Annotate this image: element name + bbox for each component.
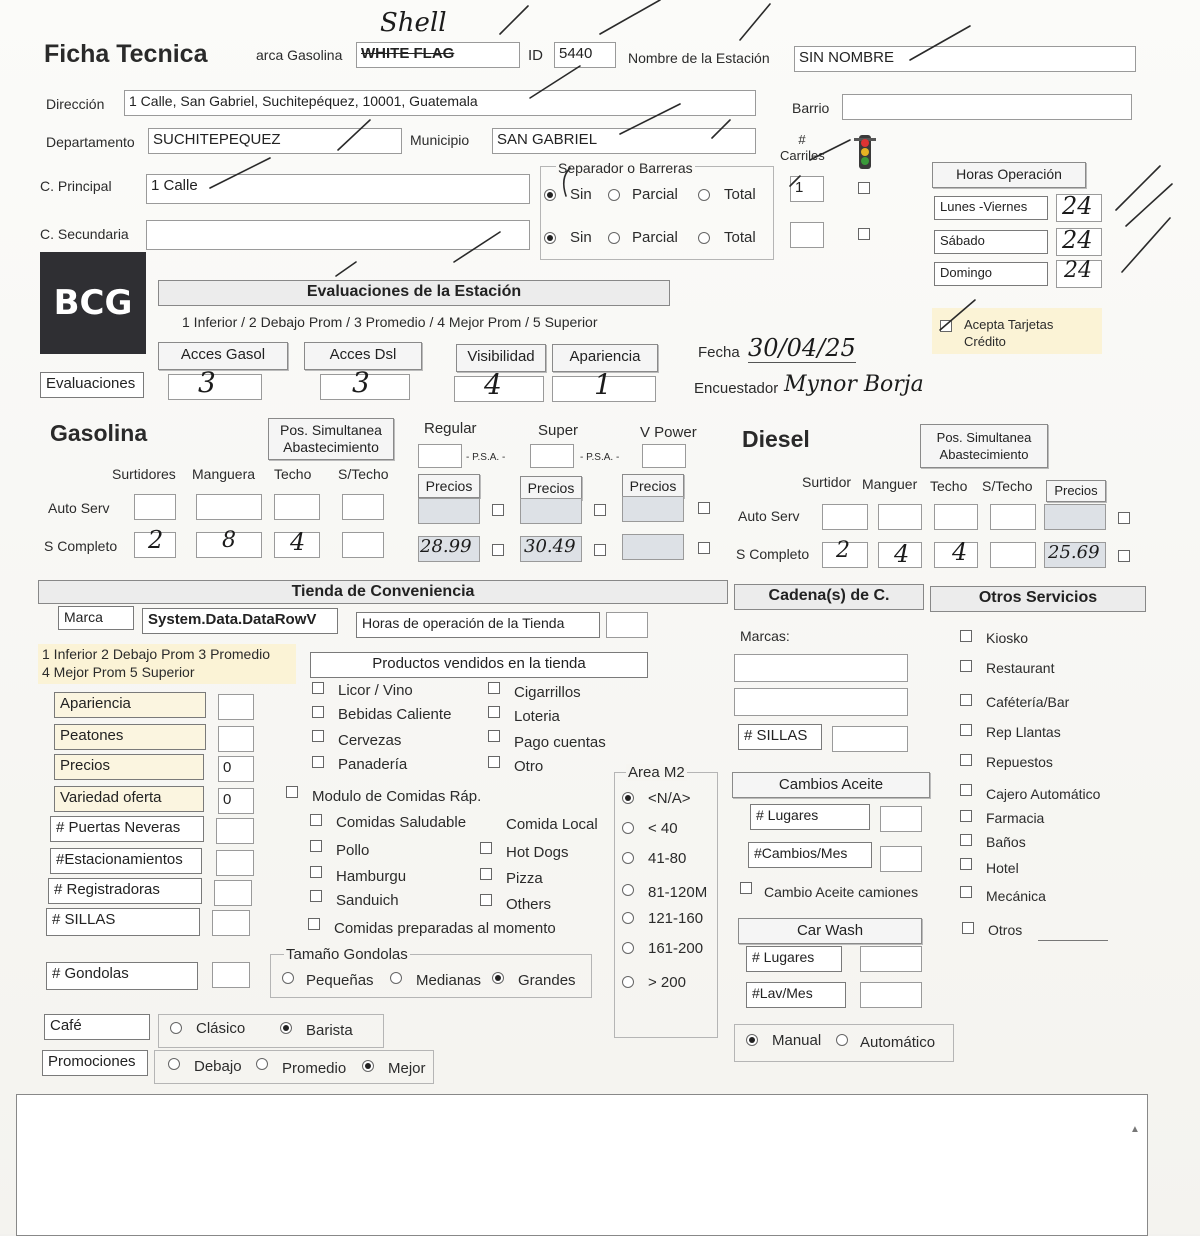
tienda-sillas-label: # SILLAS: [46, 908, 200, 936]
sep1-sin-label: Sin: [570, 186, 592, 203]
acces-dsl-header: Acces Dsl: [304, 342, 422, 370]
cafe-label: Café: [44, 1014, 150, 1040]
preparadas-label: Comidas preparadas al momento: [334, 920, 556, 937]
tienda-horas-label: Horas de operación de la Tienda: [356, 612, 600, 638]
tienda-gondolas-label: # Gondolas: [46, 962, 198, 990]
tienda-precios-field[interactable]: 0: [218, 756, 254, 782]
sanduich-label: Sanduich: [336, 892, 399, 909]
cigarrillos-label: Cigarrillos: [514, 684, 581, 701]
nombre-estacion-field[interactable]: SIN NOMBRE: [794, 46, 1136, 72]
direccion-label: Dirección: [46, 96, 105, 112]
evaluaciones-row-label: Evaluaciones: [40, 372, 144, 398]
diesel-sc-manguer-value: 4: [894, 540, 910, 568]
visibilidad-value: 4: [484, 368, 502, 401]
carriles-label: # Carriles: [780, 132, 825, 163]
gondola-grandes-label: Grandes: [518, 972, 576, 989]
calle-principal-field[interactable]: 1 Calle: [146, 174, 530, 204]
acces-gasol-header: Acces Gasol: [158, 342, 288, 370]
productos-header: Productos vendidos en la tienda: [310, 652, 648, 678]
tienda-apariencia-label: Apariencia: [54, 692, 206, 718]
rep-llantas-label: Rep Llantas: [986, 724, 1061, 740]
diesel-auto-serv-label: Auto Serv: [738, 508, 800, 524]
acces-dsl-value: 3: [352, 366, 370, 399]
diesel-title: Diesel: [742, 426, 810, 452]
super-precios-header: Precios: [520, 476, 582, 500]
sabado-label: Sábado: [934, 230, 1048, 254]
scroll-up-icon[interactable]: ▲: [1130, 1124, 1140, 1135]
hamburgu-label: Hamburgu: [336, 868, 407, 885]
diesel-pos-simultanea: Pos. Simultanea Abastecimiento: [920, 424, 1048, 468]
tienda-variedad-field[interactable]: 0: [218, 788, 254, 814]
sabado-value: 24: [1062, 226, 1093, 254]
diesel-sc-precio-value: 25.69: [1048, 542, 1100, 563]
others-label: Others: [506, 896, 552, 913]
cadenas-header: Cadena(s) de C.: [734, 584, 924, 610]
bcg-logo: BCG: [40, 252, 146, 354]
sep2-parcial-label: Parcial: [632, 229, 678, 246]
cajero-label: Cajero Automático: [986, 786, 1101, 802]
cambios-lugares-label: # Lugares: [750, 804, 870, 830]
modulo-label: Modulo de Comidas Ráp.: [312, 788, 482, 805]
diesel-sc-techo-value: 4: [952, 538, 968, 566]
otro-label: Otro: [514, 758, 544, 775]
panaderia-label: Panadería: [338, 756, 408, 773]
repuestos-label: Repuestos: [986, 754, 1053, 770]
hot-dogs-label: Hot Dogs: [506, 844, 569, 861]
saludable-label: Comidas Saludable: [336, 814, 467, 831]
pago-label: Pago cuentas: [514, 734, 606, 751]
promo-promedio-label: Promedio: [282, 1060, 347, 1077]
super-label: Super: [538, 422, 579, 439]
fecha-value[interactable]: 30/04/25: [748, 334, 856, 362]
sep2-sin-label: Sin: [570, 229, 592, 246]
carwash-automatico-label: Automático: [860, 1034, 936, 1051]
cadenas-sillas-label: # SILLAS: [738, 724, 822, 750]
sep1-total-label: Total: [724, 186, 756, 203]
id-label: ID: [528, 47, 543, 64]
loteria-label: Loteria: [514, 708, 560, 725]
cafeteria-label: Cafétería/Bar: [986, 694, 1070, 710]
cafe-clasico-label: Clásico: [196, 1020, 246, 1037]
vpower-precios-header: Precios: [622, 474, 684, 498]
diesel-techo-label: Techo: [930, 478, 968, 494]
regular-precios-header: Precios: [418, 474, 480, 498]
diesel-surtidor-label: Surtidor: [802, 474, 852, 490]
diesel-manguer-label: Manguer: [862, 476, 918, 492]
carwash-manual-label: Manual: [772, 1032, 822, 1049]
area-40-label: < 40: [648, 820, 678, 837]
lav-mes-label: #Lav/Mes: [746, 982, 846, 1008]
gas-sc-surtidores-value: 2: [148, 526, 164, 554]
diesel-stecho-label: S/Techo: [982, 478, 1033, 494]
departamento-label: Departamento: [46, 134, 135, 150]
encuestador-label: Encuestador: [694, 380, 779, 397]
marca-gasolina-label: arca Gasolina: [256, 47, 343, 63]
cambios-aceite-header: Cambios Aceite: [732, 772, 930, 798]
nombre-estacion-label: Nombre de la Estación: [628, 50, 770, 66]
gasolina-title: Gasolina: [50, 420, 148, 446]
form-title: Ficha Tecnica: [44, 40, 208, 68]
manguera-label: Manguera: [192, 466, 256, 482]
calle-principal-label: C. Principal: [40, 178, 112, 194]
tienda-marca-field[interactable]: System.Data.DataRowV: [142, 608, 338, 634]
tienda-precios-label: Precios: [54, 754, 204, 780]
evaluaciones-header: Evaluaciones de la Estación: [158, 280, 670, 306]
area-m2-title: Area M2: [628, 764, 685, 781]
pollo-label: Pollo: [336, 842, 370, 859]
acces-gasol-value: 3: [198, 366, 216, 399]
camiones-label: Cambio Aceite camiones: [764, 884, 919, 900]
restaurant-label: Restaurant: [986, 660, 1055, 676]
separador-title: Separador o Barreras: [558, 160, 693, 176]
tarjetas-label: Acepta Tarjetas Crédito: [964, 317, 1054, 349]
visibilidad-header: Visibilidad: [456, 344, 546, 372]
tienda-variedad-label: Variedad oferta: [54, 786, 204, 812]
horas-operacion-header: Horas Operación: [932, 162, 1086, 188]
domingo-value: 24: [1064, 258, 1092, 283]
carwash-lugares-label: # Lugares: [746, 946, 842, 972]
municipio-field[interactable]: SAN GABRIEL: [492, 128, 756, 154]
diesel-sc-surtidor-value: 2: [836, 538, 850, 563]
tienda-puertas-label: # Puertas Neveras: [50, 816, 204, 842]
cafe-barista-label: Barista: [306, 1022, 353, 1039]
area-200-label: > 200: [648, 974, 686, 991]
bebidas-label: Bebidas Caliente: [338, 706, 452, 723]
stecho-label: S/Techo: [338, 466, 389, 482]
marca-handwritten: Shell: [380, 8, 447, 38]
cadenas-marcas-label: Marcas:: [740, 628, 790, 644]
pizza-label: Pizza: [506, 870, 543, 887]
fecha-label: Fecha: [698, 344, 740, 361]
gas-pos-simultanea: Pos. Simultanea Abastecimiento: [268, 418, 394, 460]
banos-label: Baños: [986, 834, 1026, 850]
tienda-marca-label: Marca: [58, 606, 134, 630]
tienda-peatones-label: Peatones: [54, 724, 206, 750]
gondola-medianas-label: Medianas: [416, 972, 482, 989]
sep2-total-label: Total: [724, 229, 756, 246]
tienda-scale-line2: 4 Mejor Prom 5 Superior: [42, 664, 195, 680]
area-na-label: <N/A>: [648, 790, 691, 807]
evaluaciones-scale: 1 Inferior / 2 Debajo Prom / 3 Promedio / 4 Mejor Prom / 5 Superior: [182, 314, 598, 330]
carriles1-field[interactable]: 1: [790, 176, 824, 202]
area-81-120-label: 81-120M: [648, 884, 708, 901]
direccion-field[interactable]: 1 Calle, San Gabriel, Suchitepéquez, 10001, Guatemala: [124, 90, 756, 116]
promociones-label: Promociones: [42, 1050, 148, 1076]
gas-auto-serv-label: Auto Serv: [48, 500, 110, 516]
licor-label: Licor / Vino: [338, 682, 413, 699]
sep1-parcial-label: Parcial: [632, 186, 678, 203]
id-field[interactable]: 5440: [554, 42, 616, 68]
comida-local-label: Comida Local: [506, 816, 598, 833]
gas-sc-manguera-value: 8: [222, 528, 236, 553]
tienda-header: Tienda de Conveniencia: [38, 580, 728, 604]
domingo-label: Domingo: [934, 262, 1048, 286]
hotel-label: Hotel: [986, 860, 1019, 876]
gondolas-title: Tamaño Gondolas: [286, 946, 408, 963]
calle-secundaria-label: C. Secundaria: [40, 226, 129, 242]
municipio-label: Municipio: [410, 132, 470, 148]
surtidores-label: Surtidores: [112, 466, 176, 482]
lunes-viernes-label: Lunes -Viernes: [934, 196, 1048, 220]
promo-mejor-label: Mejor: [388, 1060, 426, 1077]
tienda-estacionamientos-label: #Estacionamientos: [50, 848, 202, 874]
diesel-s-completo-label: S Completo: [736, 546, 810, 562]
farmacia-label: Farmacia: [986, 810, 1045, 826]
mecanica-label: Mecánica: [986, 888, 1046, 904]
gas-sc-precio-regular-value: 28.99: [420, 536, 472, 557]
cambios-mes-label: #Cambios/Mes: [748, 842, 872, 868]
otros-servicios-header: Otros Servicios: [930, 586, 1146, 612]
tienda-registradoras-label: # Registradoras: [48, 878, 202, 904]
departamento-field[interactable]: SUCHITEPEQUEZ: [148, 128, 402, 154]
apariencia-value: 1: [594, 368, 612, 401]
tienda-scale-line1: 1 Inferior 2 Debajo Prom 3 Promedio: [42, 646, 270, 662]
kiosko-label: Kiosko: [986, 630, 1029, 646]
gas-sc-precio-super-value: 30.49: [524, 536, 576, 557]
regular-label: Regular: [424, 420, 477, 437]
barrio-label: Barrio: [792, 100, 830, 116]
gas-s-completo-label: S Completo: [44, 538, 118, 554]
otros-label: Otros: [988, 922, 1023, 938]
area-121-160-label: 121-160: [648, 910, 704, 927]
cervezas-label: Cervezas: [338, 732, 402, 749]
lunes-viernes-value: 24: [1062, 192, 1093, 220]
psa2-label: - P.S.A. -: [580, 452, 620, 463]
marca-gasolina-field[interactable]: WHITE FLAG: [356, 42, 520, 68]
psa1-label: - P.S.A. -: [466, 452, 506, 463]
area-41-80-label: 41-80: [648, 850, 687, 867]
gas-sc-techo-value: 4: [290, 528, 306, 556]
promo-debajo-label: Debajo: [194, 1058, 242, 1075]
apariencia-header: Apariencia: [552, 344, 658, 372]
gondola-pequenas-label: Pequeñas: [306, 972, 374, 989]
diesel-precios-header: Precios: [1046, 480, 1106, 502]
area-161-200-label: 161-200: [648, 940, 704, 957]
car-wash-header: Car Wash: [738, 918, 922, 944]
techo-label: Techo: [274, 466, 312, 482]
vpower-label: V Power: [640, 424, 697, 441]
encuestador-value[interactable]: Mynor Borja: [784, 372, 924, 397]
